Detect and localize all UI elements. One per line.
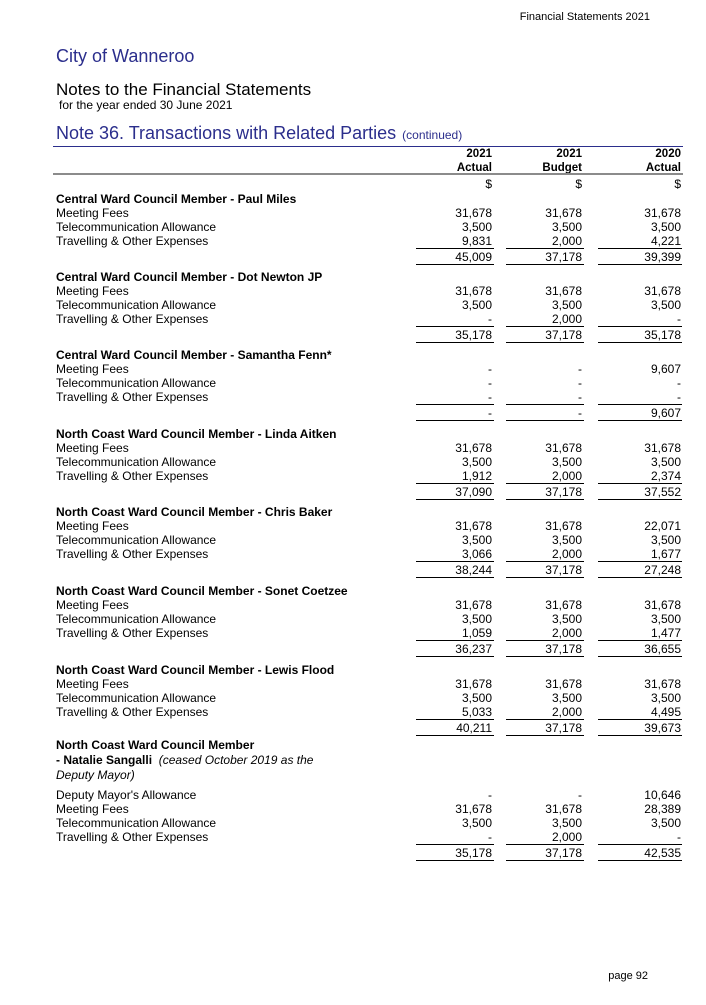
row-value: 31,678 <box>545 598 582 612</box>
column-label: Actual <box>645 162 681 174</box>
column-year: 2021 <box>556 148 582 160</box>
total-rule <box>416 860 494 861</box>
row-value: 4,221 <box>650 234 681 248</box>
total-rule <box>416 404 494 405</box>
row-value: 3,500 <box>461 612 492 626</box>
bottom-rule <box>56 264 684 266</box>
row-label: Meeting Fees <box>56 677 129 691</box>
total-rule <box>598 404 682 405</box>
row-value: 3,500 <box>461 220 492 234</box>
row-value: 1,912 <box>461 469 492 483</box>
total-rule <box>598 735 682 736</box>
note-continued: (continued) <box>402 128 463 142</box>
total-rule <box>416 264 494 265</box>
column-header-2021-budget <box>510 147 582 175</box>
member-block-natalie-sangalli <box>56 738 684 862</box>
row-label: Travelling & Other Expenses <box>56 626 209 640</box>
total-rule <box>416 561 494 562</box>
total-value: 39,673 <box>644 721 681 735</box>
member-block <box>56 427 684 501</box>
row-value: 4,495 <box>650 705 681 719</box>
row-value: 31,678 <box>455 677 492 691</box>
row-value: 3,500 <box>551 612 582 626</box>
row-value: 9,607 <box>650 362 681 376</box>
total-rule <box>598 326 682 327</box>
row-value: 3,500 <box>551 455 582 469</box>
row-value: 31,678 <box>455 519 492 533</box>
total-value: 37,178 <box>545 485 582 499</box>
row-value: 3,500 <box>461 533 492 547</box>
total-rule <box>598 561 682 562</box>
notes-title: Notes to the Financial Statements <box>56 80 312 99</box>
total-rule <box>598 483 682 484</box>
member-heading <box>56 584 684 598</box>
total-rule <box>416 326 494 327</box>
member-heading <box>56 663 684 677</box>
total-rule <box>506 404 584 405</box>
row-value: 10,646 <box>644 788 681 802</box>
total-rule <box>506 844 584 845</box>
column-year: 2021 <box>466 148 492 160</box>
table-row <box>56 691 684 705</box>
row-value: 3,500 <box>461 691 492 705</box>
table-row <box>56 312 684 326</box>
total-value: 35,178 <box>455 846 492 860</box>
total-rule <box>506 656 584 657</box>
row-label: Travelling & Other Expenses <box>56 312 209 326</box>
row-value: 2,000 <box>551 234 582 248</box>
total-rule <box>416 844 494 845</box>
total-rule <box>598 719 682 720</box>
row-value: 2,000 <box>551 705 582 719</box>
bottom-rule <box>56 656 684 658</box>
total-value: 37,090 <box>455 485 492 499</box>
total-row <box>56 328 684 342</box>
column-label: Actual <box>456 162 492 174</box>
table-row <box>56 802 684 816</box>
member-block <box>56 348 684 422</box>
row-value: - <box>677 312 681 326</box>
row-label: Deputy Mayor's Allowance <box>56 788 197 802</box>
bottom-rule <box>56 342 684 344</box>
member-block <box>56 663 684 737</box>
note-heading <box>56 123 462 144</box>
row-label: Telecommunication Allowance <box>56 691 217 705</box>
row-value: - <box>677 390 681 404</box>
row-value: - <box>578 376 582 390</box>
total-rule <box>416 577 494 578</box>
member-block <box>56 270 684 344</box>
row-value: 31,678 <box>545 802 582 816</box>
row-value: 31,678 <box>455 284 492 298</box>
total-row <box>56 721 684 735</box>
row-value: 31,678 <box>644 598 681 612</box>
total-rule <box>416 499 494 500</box>
member-heading-text: Central Ward Council Member - Paul Miles <box>56 192 297 206</box>
row-value: 3,500 <box>650 612 681 626</box>
table-row <box>56 598 684 612</box>
row-value: 3,500 <box>551 533 582 547</box>
member-block <box>56 192 684 266</box>
total-row <box>56 563 684 577</box>
row-value: 3,500 <box>551 816 582 830</box>
row-value: 3,500 <box>650 220 681 234</box>
total-rule <box>506 248 584 249</box>
row-value: 3,500 <box>650 298 681 312</box>
row-value: 31,678 <box>455 206 492 220</box>
row-label: Meeting Fees <box>56 598 129 612</box>
row-label: Travelling & Other Expenses <box>56 469 209 483</box>
total-value: 37,178 <box>545 846 582 860</box>
row-value: - <box>578 362 582 376</box>
row-value: - <box>488 830 492 844</box>
row-value: 3,500 <box>461 455 492 469</box>
row-value: 1,059 <box>461 626 492 640</box>
member-heading-text: North Coast Ward Council Member - Linda Aitken <box>56 427 337 441</box>
row-value: 1,477 <box>650 626 681 640</box>
total-rule <box>598 577 682 578</box>
total-rule <box>416 248 494 249</box>
member-heading <box>56 348 684 362</box>
row-value: 31,678 <box>455 441 492 455</box>
row-value: - <box>488 788 492 802</box>
total-value: 37,552 <box>644 485 681 499</box>
row-label: Travelling & Other Expenses <box>56 830 209 844</box>
column-header-2021-actual <box>420 147 492 175</box>
row-value: 3,500 <box>650 455 681 469</box>
total-rule <box>416 719 494 720</box>
total-rule <box>416 640 494 641</box>
row-label: Meeting Fees <box>56 362 129 376</box>
total-rule <box>506 561 584 562</box>
total-rule <box>598 264 682 265</box>
row-value: 31,678 <box>455 598 492 612</box>
member-heading-text: North Coast Ward Council Member - Sonet Coetzee <box>56 584 348 598</box>
total-rule <box>416 735 494 736</box>
total-rule <box>598 656 682 657</box>
row-value: 1,677 <box>650 547 681 561</box>
total-value: 37,178 <box>545 563 582 577</box>
row-label: Meeting Fees <box>56 519 129 533</box>
row-label: Meeting Fees <box>56 284 129 298</box>
bottom-rule <box>56 499 684 501</box>
table-row <box>56 284 684 298</box>
total-value: 36,237 <box>455 642 492 656</box>
total-value: 37,178 <box>545 642 582 656</box>
total-value: - <box>488 406 492 420</box>
member-heading-line: North Coast Ward Council Member <box>56 738 255 752</box>
member-block <box>56 505 684 579</box>
member-heading-text: Central Ward Council Member - Dot Newton JP <box>56 270 323 284</box>
table-row <box>56 612 684 626</box>
row-value: 31,678 <box>545 284 582 298</box>
table-row <box>56 455 684 469</box>
row-label: Telecommunication Allowance <box>56 455 217 469</box>
row-value: 3,500 <box>551 691 582 705</box>
row-value: 31,678 <box>644 284 681 298</box>
column-header-rule <box>53 173 683 175</box>
row-value: 3,500 <box>650 816 681 830</box>
total-value: 9,607 <box>650 406 681 420</box>
table-row <box>56 376 684 390</box>
total-rule <box>506 264 584 265</box>
row-label: Travelling & Other Expenses <box>56 547 209 561</box>
currency-label: $ <box>485 177 492 191</box>
column-year: 2020 <box>655 148 681 160</box>
total-rule <box>598 844 682 845</box>
total-rule <box>416 656 494 657</box>
row-label: Telecommunication Allowance <box>56 298 217 312</box>
total-value: 39,399 <box>644 250 681 264</box>
row-label: Telecommunication Allowance <box>56 816 217 830</box>
table-row <box>56 705 684 719</box>
currency-label: $ <box>674 177 681 191</box>
header-rule <box>53 146 683 147</box>
row-value: 3,500 <box>650 691 681 705</box>
total-rule <box>598 342 682 343</box>
total-value: 37,178 <box>545 250 582 264</box>
row-value: - <box>677 830 681 844</box>
row-value: 31,678 <box>644 441 681 455</box>
report-title: Financial Statements 2021 <box>519 11 650 23</box>
total-rule <box>506 719 584 720</box>
row-value: 9,831 <box>461 234 492 248</box>
row-value: 31,678 <box>644 206 681 220</box>
row-value: 22,071 <box>644 519 681 533</box>
member-heading <box>56 738 684 783</box>
row-label: Telecommunication Allowance <box>56 533 217 547</box>
row-value: - <box>578 788 582 802</box>
member-heading-text: North Coast Ward Council Member - Lewis Flood <box>56 663 335 677</box>
bottom-rule <box>56 420 684 422</box>
total-value: - <box>578 406 582 420</box>
row-value: 2,000 <box>551 626 582 640</box>
row-value: 5,033 <box>461 705 492 719</box>
table-row <box>56 469 684 483</box>
member-name: - Natalie Sangalli <box>56 753 153 767</box>
total-rule <box>506 735 584 736</box>
row-value: - <box>578 390 582 404</box>
table-row <box>56 298 684 312</box>
table-row <box>56 441 684 455</box>
row-value: 3,500 <box>551 298 582 312</box>
total-value: 42,535 <box>644 846 681 860</box>
total-rule <box>506 483 584 484</box>
row-value: 31,678 <box>545 441 582 455</box>
total-rule <box>506 420 584 421</box>
note-title: Note 36. Transactions with Related Parties <box>56 123 397 143</box>
total-value: 36,655 <box>644 642 681 656</box>
table-row <box>56 788 684 802</box>
total-value: 38,244 <box>455 563 492 577</box>
total-rule <box>506 499 584 500</box>
row-value: 2,000 <box>551 312 582 326</box>
notes-subtitle: for the year ended 30 June 2021 <box>59 98 233 112</box>
total-rule <box>598 640 682 641</box>
row-label: Meeting Fees <box>56 206 129 220</box>
total-row <box>56 250 684 264</box>
currency-label: $ <box>575 177 582 191</box>
column-header-2020-actual <box>601 147 681 175</box>
total-rule <box>416 342 494 343</box>
member-block <box>56 584 684 658</box>
row-label: Meeting Fees <box>56 441 129 455</box>
row-label: Travelling & Other Expenses <box>56 234 209 248</box>
row-label: Meeting Fees <box>56 802 129 816</box>
member-note: (ceased October 2019 as the <box>158 753 314 767</box>
row-value: 31,678 <box>545 677 582 691</box>
total-rule <box>506 640 584 641</box>
member-note: Deputy Mayor) <box>56 768 135 782</box>
total-rule <box>506 342 584 343</box>
row-value: 3,500 <box>551 220 582 234</box>
total-value: 35,178 <box>455 328 492 342</box>
total-value: 40,211 <box>456 721 492 735</box>
member-heading <box>56 270 684 284</box>
column-label: Budget <box>542 162 582 174</box>
member-heading-text: North Coast Ward Council Member - Chris Baker <box>56 505 333 519</box>
total-value: 45,009 <box>455 250 492 264</box>
bottom-rule <box>56 577 684 579</box>
row-value: 3,066 <box>461 547 492 561</box>
total-rule <box>416 420 494 421</box>
member-heading <box>56 505 684 519</box>
organization-name: City of Wanneroo <box>56 46 195 66</box>
member-heading-text: Central Ward Council Member - Samantha Fenn* <box>56 348 332 362</box>
row-value: 2,000 <box>551 547 582 561</box>
row-value: 31,678 <box>644 677 681 691</box>
total-row <box>56 642 684 656</box>
member-heading <box>56 192 684 206</box>
total-rule <box>506 577 584 578</box>
row-value: 3,500 <box>650 533 681 547</box>
table-row <box>56 830 684 844</box>
row-label: Telecommunication Allowance <box>56 376 217 390</box>
table-row <box>56 206 684 220</box>
row-value: 2,000 <box>551 830 582 844</box>
row-value: 3,500 <box>461 816 492 830</box>
table-row <box>56 234 684 248</box>
total-value: 27,248 <box>644 563 681 577</box>
bottom-rule <box>56 735 684 737</box>
row-value: - <box>488 390 492 404</box>
table-row <box>56 362 684 376</box>
total-rule <box>598 248 682 249</box>
row-value: 2,000 <box>551 469 582 483</box>
row-value: 28,389 <box>644 802 681 816</box>
total-rule <box>506 860 584 861</box>
table-row <box>56 533 684 547</box>
row-value: - <box>488 362 492 376</box>
row-value: 2,374 <box>650 469 681 483</box>
page-number: page 92 <box>608 970 648 982</box>
row-label: Travelling & Other Expenses <box>56 705 209 719</box>
total-row <box>56 406 684 420</box>
total-row <box>56 485 684 499</box>
row-label: Travelling & Other Expenses <box>56 390 209 404</box>
member-heading <box>56 427 684 441</box>
table-row <box>56 519 684 533</box>
total-value: 37,178 <box>545 721 582 735</box>
row-value: 31,678 <box>455 802 492 816</box>
bottom-rule <box>56 860 684 862</box>
total-rule <box>598 499 682 500</box>
total-value: 37,178 <box>545 328 582 342</box>
table-row <box>56 677 684 691</box>
total-rule <box>416 483 494 484</box>
total-rule <box>598 860 682 861</box>
row-value: 31,678 <box>545 519 582 533</box>
table-row <box>56 220 684 234</box>
row-label: Telecommunication Allowance <box>56 612 217 626</box>
row-value: 3,500 <box>461 298 492 312</box>
total-value: 35,178 <box>644 328 681 342</box>
row-value: - <box>488 376 492 390</box>
table-row <box>56 626 684 640</box>
table-row <box>56 390 684 404</box>
table-row <box>56 547 684 561</box>
row-label: Telecommunication Allowance <box>56 220 217 234</box>
row-value: - <box>677 376 681 390</box>
total-rule <box>506 326 584 327</box>
row-value: 31,678 <box>545 206 582 220</box>
total-row <box>56 846 684 860</box>
table-row <box>56 816 684 830</box>
total-rule <box>598 420 682 421</box>
row-value: - <box>488 312 492 326</box>
